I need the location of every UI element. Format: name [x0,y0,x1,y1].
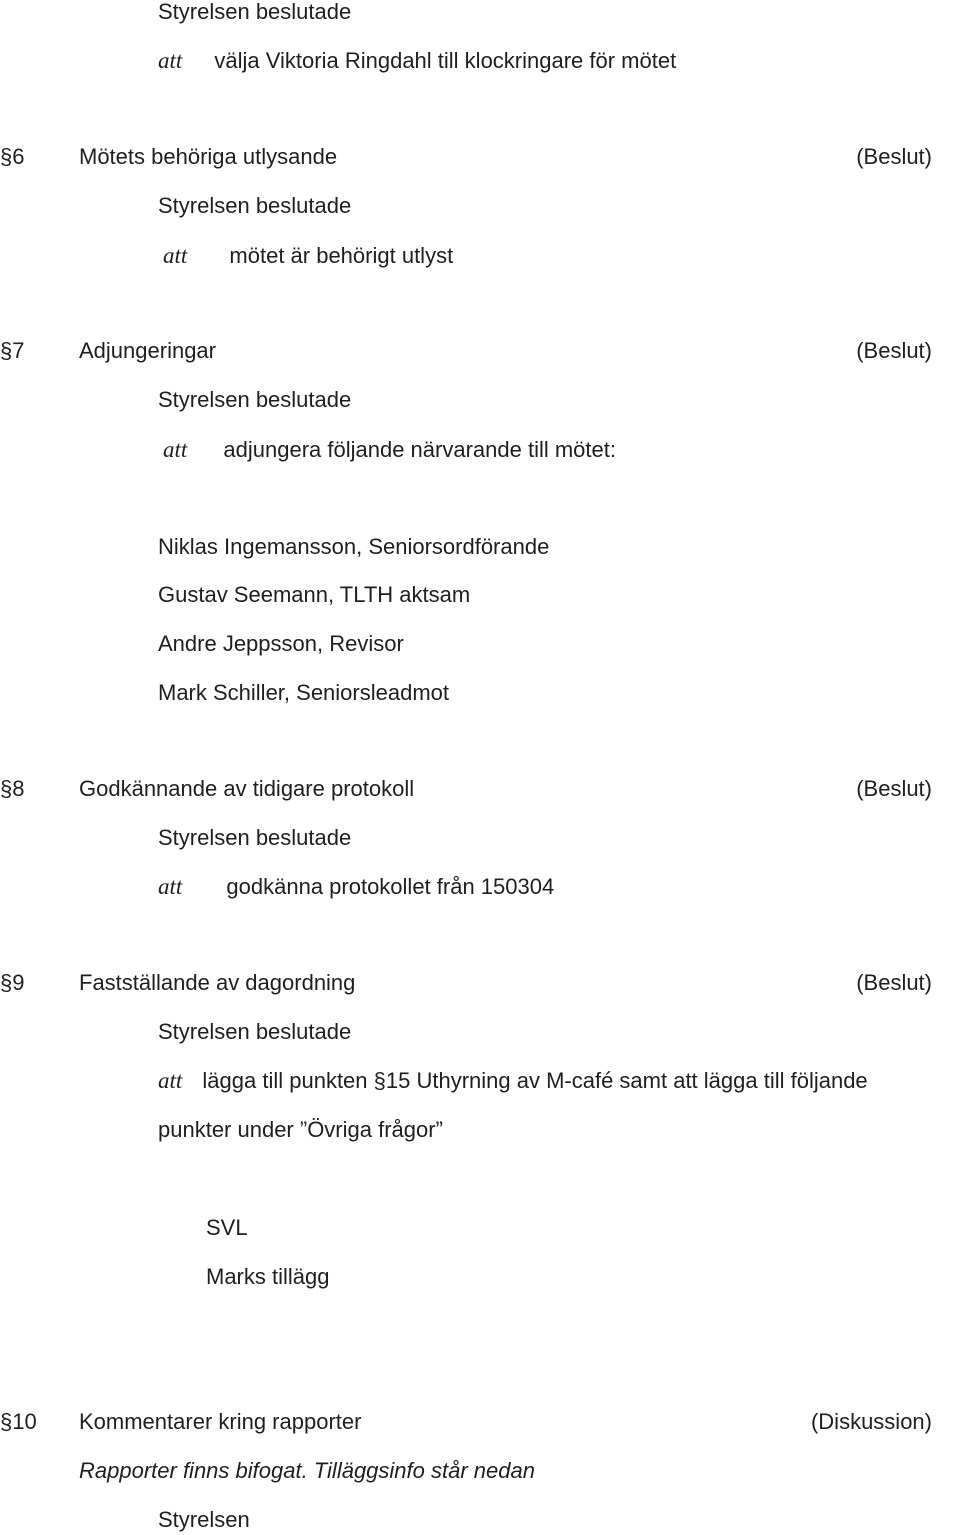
section-number-10: §10 [0,1409,37,1434]
section-type-9: (Beslut) [856,970,932,995]
section-title-10: Kommentarer kring rapporter [79,1409,362,1434]
att-label: att [158,874,183,899]
decision-text: godkänna protokollet från 150304 [226,874,555,899]
att-label: att [163,437,188,462]
section-type-8: (Beslut) [856,776,932,801]
decision-text: mötet är behörigt utlyst [229,243,454,268]
adjunct-person: Andre Jeppsson, Revisor [158,631,404,656]
adjunct-person: Gustav Seemann, TLTH aktsam [158,582,471,607]
decision-heading: Styrelsen beslutade [158,193,352,218]
att-label: att [163,243,188,268]
decision-line [158,1066,868,1096]
section-type-7: (Beslut) [856,338,932,363]
decision-text: adjungera följande närvarande till mötet: [223,437,616,462]
att-label: att [158,48,183,73]
section-type-6: (Beslut) [856,144,932,169]
decision-line [158,872,554,902]
section-title-8: Godkännande av tidigare protokoll [79,776,415,801]
decision-heading: Styrelsen [158,1507,250,1532]
section-number-7: §7 [0,338,25,363]
decision-heading: Styrelsen beslutade [158,0,352,24]
section-title-7: Adjungeringar [79,338,216,363]
decision-line [158,46,676,76]
att-label: att [158,1068,183,1093]
decision-heading: Styrelsen beslutade [158,387,352,412]
section-number-8: §8 [0,776,25,801]
decision-line [163,435,616,465]
agenda-item: Marks tillägg [206,1264,330,1289]
adjunct-person: Mark Schiller, Seniorsleadmot [158,680,450,705]
adjunct-person: Niklas Ingemansson, Seniorsordförande [158,534,550,559]
decision-heading: Styrelsen beslutade [158,825,352,850]
decision-text: välja Viktoria Ringdahl till klockringare för mötet [214,48,677,73]
section-type-10: (Diskussion) [810,1409,932,1434]
section-title-6: Mötets behöriga utlysande [79,144,338,169]
section-number-9: §9 [0,970,25,995]
section-number-6: §6 [0,144,25,169]
decision-line [163,241,453,271]
decision-text-continued: punkter under ”Övriga frågor” [158,1117,443,1142]
section-note: Rapporter finns bifogat. Tilläggsinfo står nedan [79,1458,535,1483]
section-title-9: Fastställande av dagordning [79,970,356,995]
decision-text: lägga till punkten §15 Uthyrning av M-café samt att lägga till följande [202,1068,868,1093]
decision-heading: Styrelsen beslutade [158,1019,352,1044]
agenda-item: SVL [206,1215,248,1240]
